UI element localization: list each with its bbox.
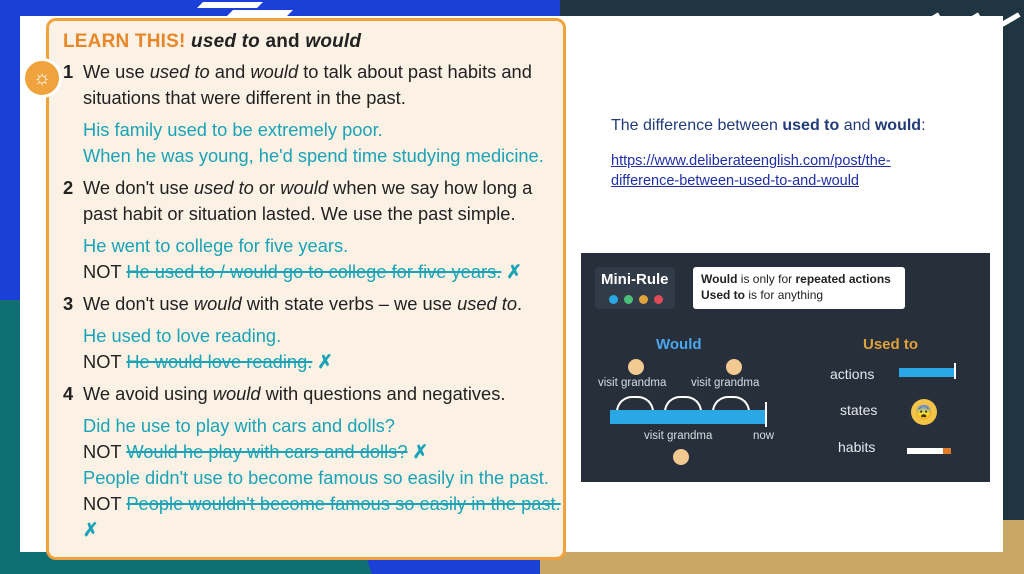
intro-colon: : [921, 117, 926, 134]
visit-grandma-label: visit grandma [644, 430, 713, 442]
states-label: states [840, 402, 878, 418]
scared-face-icon: 😨 [911, 399, 937, 425]
example-sentence: People didn't use to become famous so easily in the past. [83, 467, 549, 488]
cigarette-icon [907, 448, 951, 454]
incorrect-example: NOT People wouldn't become famous so easily in the past. ✗ [83, 493, 561, 540]
now-label: now [753, 430, 775, 442]
learn-this-box [46, 18, 566, 560]
learn-this-label: LEARN THIS! [63, 31, 186, 52]
title-used-to: used to [191, 31, 260, 52]
actions-label: actions [830, 366, 875, 382]
rule-number: 1 [63, 61, 74, 82]
example-sentence: He went to college for five years. [83, 235, 349, 256]
difference-intro [611, 115, 931, 191]
visit-grandma-label: visit grandma [598, 377, 667, 389]
rule-text: We don't use would with state verbs – we use used to. [83, 293, 523, 314]
intro-text: The difference between [611, 117, 783, 134]
rule-text: We use used to and would to talk about past habits and situations that were different in the past. [83, 61, 532, 108]
used-to-heading: Used to [863, 336, 919, 353]
example-sentence: His family used to be extremely poor. [83, 119, 383, 140]
incorrect-example: NOT He would love reading. ✗ [83, 351, 333, 372]
title-would: would [305, 31, 362, 52]
incorrect-example: NOT He used to / would go to college for five years. ✗ [83, 261, 522, 282]
habits-label: habits [838, 439, 876, 455]
example-sentence: He used to love reading. [83, 325, 282, 346]
rule-3 [63, 291, 563, 375]
mini-rule-note: Would is only for repeated actions Used to is for anything [693, 267, 905, 309]
incorrect-example: NOT Would he play with cars and dolls? ✗ [83, 441, 428, 462]
rule-1 [63, 59, 563, 169]
learn-this-title [63, 31, 361, 53]
rule-number: 4 [63, 383, 74, 404]
rules-list [63, 59, 563, 543]
intro-and: and [839, 117, 875, 134]
reference-link[interactable]: https://www.deliberateenglish.com/post/the-difference-between-used-to-and-would [611, 153, 891, 189]
cross-icon: ✗ [407, 441, 428, 462]
intro-would: would [874, 117, 922, 134]
rule-2 [63, 175, 563, 285]
example-sentence: When he was young, he'd spend time studying medicine. [83, 145, 544, 166]
grandma-face-icon [726, 359, 742, 375]
timeline-bar [610, 410, 766, 424]
dot-blue [609, 295, 618, 304]
actions-bar-end [954, 363, 956, 379]
title-and: and [265, 31, 300, 52]
grandma-face-icon [673, 449, 689, 465]
dot-green [624, 295, 633, 304]
rule-text: We don't use used to or would when we say how long a past habit or situation lasted. We use the past simple. [83, 177, 533, 224]
cross-icon: ✗ [312, 351, 333, 372]
rule-number: 3 [63, 293, 74, 314]
actions-bar [899, 368, 955, 377]
mini-rule-badge [595, 267, 675, 309]
rule-text: We avoid using would with questions and negatives. [83, 383, 506, 404]
lightbulb-icon: ☼ [22, 58, 62, 98]
timeline-end [765, 402, 767, 427]
would-heading: Would [656, 336, 702, 353]
cross-icon: ✗ [83, 519, 99, 540]
cross-icon: ✗ [501, 261, 522, 282]
mini-rule-image [581, 253, 990, 482]
rule-number: 2 [63, 177, 74, 198]
mini-rule-title: Mini-Rule [601, 271, 669, 288]
visit-grandma-label: visit grandma [691, 377, 760, 389]
grandma-face-icon [628, 359, 644, 375]
dot-red [654, 295, 663, 304]
dot-orange [639, 295, 648, 304]
intro-used-to: used to [782, 117, 840, 134]
example-sentence: Did he use to play with cars and dolls? [83, 415, 395, 436]
rule-4 [63, 381, 563, 543]
